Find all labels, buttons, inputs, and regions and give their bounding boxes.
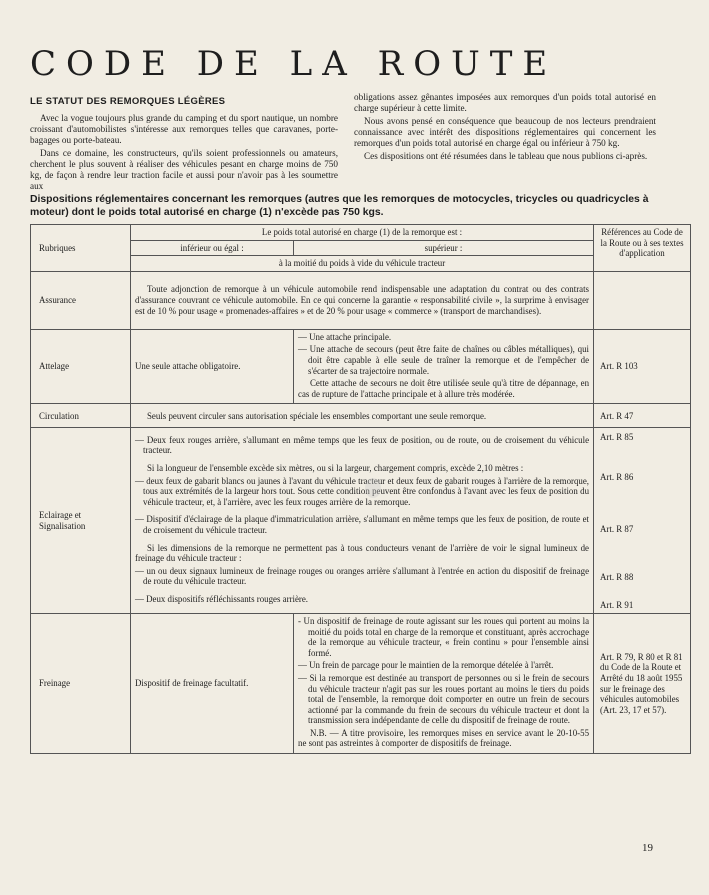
- table-row-assurance: [31, 271, 691, 329]
- table-row-circulation: [31, 404, 691, 428]
- table-header-row: [31, 225, 691, 241]
- rubrique-attelage: Attelage: [31, 329, 131, 404]
- ref-r91: Art. R 91: [600, 600, 634, 611]
- freinage-item: N.B. — A titre provisoire, les remorques mises en service avant le 20-10-55 ne sont pas astreintes à comporter de dispositifs de freinage.: [298, 727, 590, 749]
- rubrique-assurance: Assurance: [31, 271, 131, 329]
- article-paragraph: Avec la vogue toujours plus grande du camping et du sport nautique, un nombre croissant d'automobilistes s'intéresse aux remorques telles que caravanes, porte-bagages ou porte-bateau.: [30, 113, 338, 145]
- header-poids: Le poids total autorisé en charge (1) de la remorque est :: [131, 225, 594, 241]
- header-inferieur: inférieur ou égal :: [131, 240, 294, 256]
- regulation-table: [30, 224, 691, 754]
- attelage-item: Cette attache de secours ne doit être utilisée seule qu'à titre de dépannage, en cas de rupture de l'attache principale et à allure très modérée.: [298, 378, 590, 399]
- attelage-superieur: [294, 329, 594, 404]
- assurance-ref: [594, 271, 691, 329]
- eclairage-item: — Deux dispositifs réfléchissants rouges arrière.: [135, 593, 309, 604]
- article-paragraph: obligations assez gênantes imposées aux remorques d'un poids total autorisé en charge supérieur à cette limite.: [354, 92, 656, 113]
- freinage-superieur: [294, 613, 594, 753]
- circulation-text: Seuls peuvent circuler sans autorisation spéciale les ensembles comportant une seule remorque.: [131, 404, 594, 428]
- attelage-ref: Art. R 103: [594, 329, 691, 404]
- freinage-item: - Un dispositif de freinage de route agissant sur les roues qui portent au moins la moitié du poids total en charge de la remorque et constituant, après accrochage de la remorque au véhicule tracteur, « frein continu » pour l'ensemble ainsi formé.: [298, 615, 590, 658]
- article-paragraph: Dans ce domaine, les constructeurs, qu'ils soient professionnels ou amateurs, cherchent le plus souvent à réaliser des véhicules pesant en charge moins de 750 kg, de façon à rendre leur traction facile et aussi pour n'avoir pas à les soumettre aux: [30, 148, 338, 191]
- rubrique-circulation: Circulation: [31, 404, 131, 428]
- table-intro: Dispositions réglementaires concernant les remorques (autres que les remorques de motocycles, tricycles ou quadricycles à moteur) dont le poids total autorisé en charge (1) n'excède pas 750 kgs.: [30, 194, 649, 218]
- table-row-eclairage: [31, 428, 691, 614]
- page-number: 19: [642, 842, 653, 854]
- article-heading: LE STATUT DES REMORQUES LÉGÈRES: [30, 96, 226, 107]
- rubrique-eclairage: Eclairage et Signalisation: [31, 428, 131, 614]
- eclairage-item: Si les dimensions de la remorque ne permettent pas à tous conducteurs venant de l'arrière de voir le signal lumineux de freinage du véhicule tracteur :: [135, 542, 590, 564]
- attelage-item: — Une attache principale.: [298, 331, 392, 342]
- header-superieur: supérieur :: [294, 240, 594, 256]
- article-paragraph: Nous avons pensé en conséquence que beaucoup de nos lecteurs prendraient connaissance avec intérêt des dispositions réglementaires qui concernent les remorques d'un poids total autorisé en charge égal ou inférieur à 750 kg.: [354, 116, 656, 148]
- article-paragraph: Ces dispositions ont été résumées dans le tableau que nous publions ci-après.: [364, 151, 648, 161]
- header-moitie: à la moitié du poids à vide du véhicule tracteur: [131, 256, 594, 272]
- article-right-column: [354, 92, 656, 164]
- eclairage-item: — un ou deux signaux lumineux de freinage rouges ou oranges arrière s'allumant à l'entrée en action du dispositif de freinage de route du véhicule tracteur.: [135, 565, 590, 587]
- ref-r85: Art. R 85: [600, 432, 634, 443]
- freinage-item: — Si la remorque est destinée au transport de personnes ou si le frein de secours du véhicule tracteur n'agit pas sur les roues portant au moins le tiers du poids total de l'ensemble, la remorque doit comporter en outre un frein de secours actionné par la commande du frein de secours du véhicule tracteur et dont la transmission sera indépendante de celle du dispositif de freinage de route.: [298, 672, 590, 726]
- eclairage-refs: [594, 428, 691, 614]
- freinage-item: — Un frein de parcage pour le maintien de la remorque dételée à l'arrêt.: [298, 660, 554, 671]
- ref-r87: Art. R 87: [600, 524, 634, 535]
- attelage-item: — Une attache de secours (peut être faite de chaînes ou câbles métalliques), qui doit être capable à elle seule de traîner la remorque et de l'empêcher de s'écarter de sa trajectoire normale.: [298, 344, 590, 376]
- rubrique-freinage: Freinage: [31, 613, 131, 753]
- ref-r86: Art. R 86: [600, 472, 634, 483]
- header-rubriques: Rubriques: [31, 225, 131, 272]
- paper-stain: [365, 478, 381, 498]
- ref-r88: Art. R 88: [600, 572, 634, 583]
- page-title: CODE DE LA ROUTE: [30, 44, 558, 84]
- freinage-ref: Art. R 79, R 80 et R 81 du Code de la Route et Arrêté du 18 août 1955 sur le freinage des véhicules automobiles (Art. 23, 17 et 57).: [594, 613, 691, 753]
- assurance-text: Toute adjonction de remorque à un véhicule automobile rend indispensable une adaptation du contrat ou des contrats d'assurance couvrant ce véhicule automobile. En ce qui concerne la garantie « responsabilité civile », la surprime à envisager est de 10 % pour usage « promenades-affaires » et de 20 % pour usage « commerce » (transport de marchandises).: [131, 271, 594, 329]
- table-row-freinage: [31, 613, 691, 753]
- eclairage-item: — Deux feux rouges arrière, s'allumant en même temps que les feux de position, ou de route, ou de croisement du véhicule tracteur.: [135, 434, 590, 456]
- eclairage-item: Si la longueur de l'ensemble excède six mètres, ou si la largeur, chargement compris, excède 2,10 mètres :: [147, 462, 524, 473]
- article-left-column: [30, 96, 338, 194]
- attelage-inferieur: Une seule attache obligatoire.: [131, 329, 294, 404]
- eclairage-item: — Dispositif d'éclairage de la plaque d'immatriculation arrière, s'allumant en même temps que les feux de position, de route et de croisement du véhicule tracteur.: [135, 514, 590, 535]
- eclairage-item: — deux feux de gabarit blancs ou jaunes à l'avant du véhicule tracteur et deux feux de gabarit rouges à l'arrière de la remorque, tous aux extrémités de la largeur hors tout. Sous cette condition peuvent être confondus à l'avant avec les feux de position du véhicule tracteur, et, à l'arrière, avec les feux rouges arrière de la remorque.: [135, 475, 590, 507]
- header-references: Références au Code de la Route ou à ses textes d'application: [594, 225, 691, 272]
- eclairage-text: [131, 428, 594, 614]
- table-row-attelage: [31, 329, 691, 404]
- freinage-inferieur: Dispositif de freinage facultatif.: [131, 613, 294, 753]
- circulation-ref: Art. R 47: [594, 404, 691, 428]
